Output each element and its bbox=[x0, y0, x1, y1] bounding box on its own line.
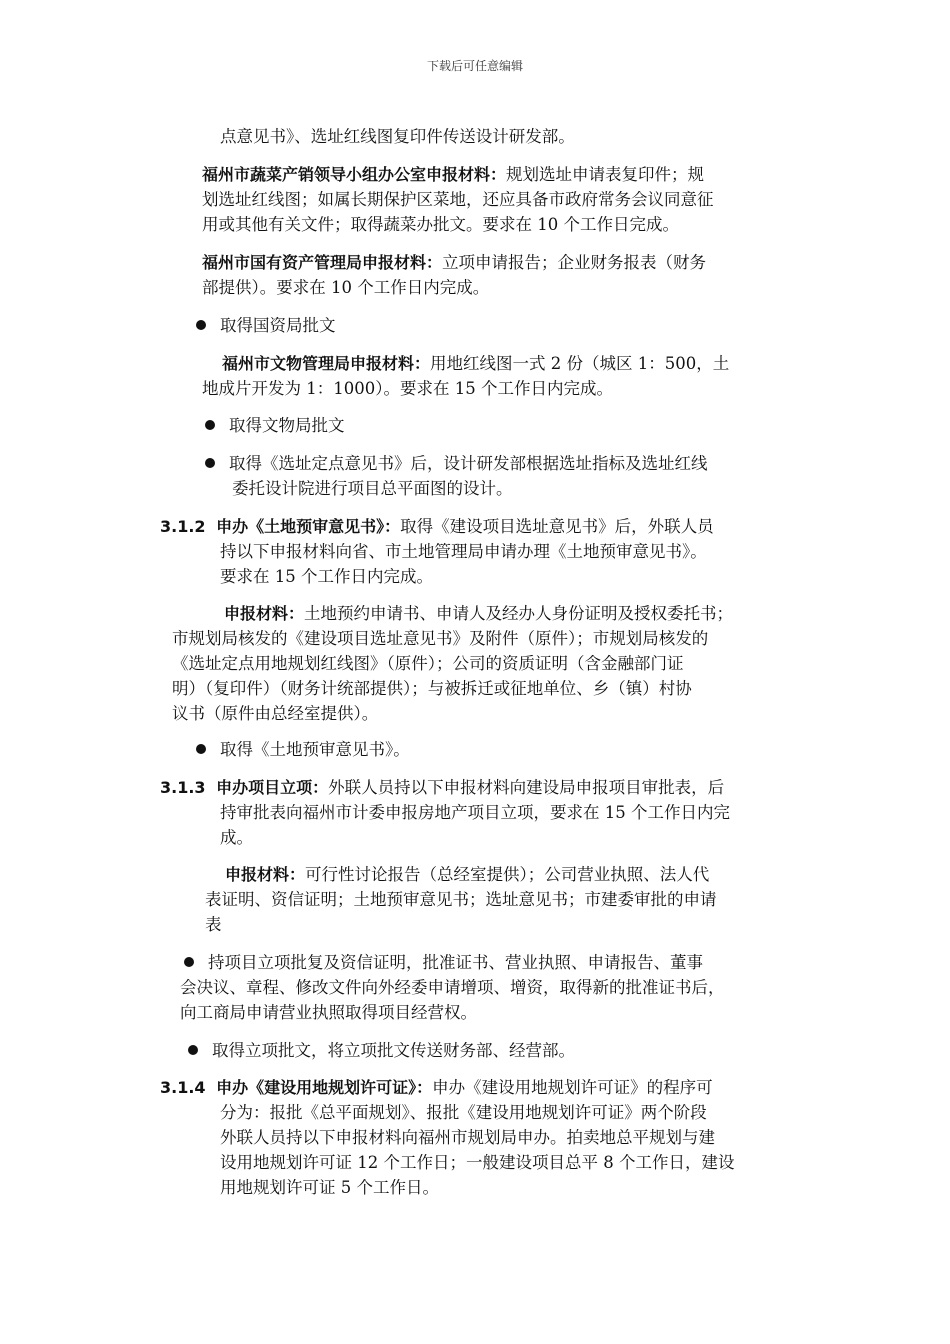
text-line: 《选址定点用地规划红线图》（原件）；公司的资质证明（含金融部门证 bbox=[172, 654, 684, 673]
bullet-item bbox=[196, 737, 410, 762]
section-number: 3.1.3 bbox=[160, 778, 206, 797]
paragraph-heading: 福州市国有资产管理局申报材料： bbox=[202, 253, 443, 272]
text-line: 持以下申报材料向省、市土地管理局申请办理《土地预审意见书》。 bbox=[220, 542, 707, 561]
paragraph-application-materials-2 bbox=[205, 862, 717, 937]
bullet-icon bbox=[205, 420, 215, 430]
text-line: 明）（复印件）（财务计统部提供）；与被拆迁或征地单位、乡（镇）村协 bbox=[172, 679, 692, 698]
text-line: 土地预约申请书、申请人及经办人身份证明及授权委托书； bbox=[304, 604, 734, 623]
section-heading: 申办项目立项： bbox=[216, 778, 329, 797]
section-3-1-4 bbox=[160, 1075, 734, 1200]
section-number: 3.1.2 bbox=[160, 517, 206, 536]
section-heading: 申办《建设用地规划许可证》： bbox=[216, 1078, 433, 1097]
bullet-icon bbox=[205, 458, 215, 468]
bullet-text: 取得文物局批文 bbox=[229, 416, 345, 435]
text-line: 用或其他有关文件；取得蔬菜办批文。要求在 10 个工作日完成。 bbox=[202, 215, 679, 234]
bullet-icon bbox=[188, 1045, 198, 1055]
paragraph-application-materials bbox=[172, 601, 733, 726]
text-line: 部提供）。要求在 10 个工作日内完成。 bbox=[202, 278, 490, 297]
bullet-item bbox=[205, 451, 708, 501]
text-line: 地成片开发为 1：1000）。要求在 15 个工作日内完成。 bbox=[202, 379, 613, 398]
text-line: 分为：报批《总平面规划》、报批《建设用地规划许可证》两个阶段 bbox=[220, 1103, 707, 1122]
section-heading: 申办《土地预审意见书》： bbox=[216, 517, 401, 536]
text-line: 申办《建设用地规划许可证》的程序可 bbox=[432, 1078, 713, 1097]
paragraph-continuation bbox=[220, 124, 575, 149]
bullet-text: 取得国资局批文 bbox=[220, 316, 336, 335]
text-line: 设用地规划许可证 12 个工作日；一般建设项目总平 8 个工作日，建设 bbox=[220, 1153, 735, 1172]
text-line: 划选址红线图；如属长期保护区菜地，还应具备市政府常务会议同意征 bbox=[202, 190, 714, 209]
text-line: 委托设计院进行项目总平面图的设计。 bbox=[232, 479, 513, 498]
section-3-1-3 bbox=[160, 775, 730, 850]
bullet-icon bbox=[184, 957, 194, 967]
text-line: 表证明、资信证明；土地预审意见书；选址意见书；市建委审批的申请 bbox=[205, 890, 717, 909]
text-line: 要求在 15 个工作日内完成。 bbox=[220, 567, 433, 586]
text-line: 可行性讨论报告（总经室提供）；公司营业执照、法人代 bbox=[305, 865, 710, 884]
bullet-item bbox=[205, 413, 345, 438]
section-number: 3.1.4 bbox=[160, 1078, 206, 1097]
text-line: 表 bbox=[205, 915, 222, 934]
text-line: 成。 bbox=[220, 828, 253, 847]
paragraph-heading: 福州市文物管理局申报材料： bbox=[222, 354, 431, 373]
paragraph-cultural-relics-bureau bbox=[202, 351, 730, 401]
bullet-text: 取得《土地预审意见书》。 bbox=[220, 740, 410, 759]
section-3-1-2 bbox=[160, 514, 714, 589]
text-line: 会决议、章程、修改文件向外经委申请增项、增资，取得新的批准证书后， bbox=[180, 978, 725, 997]
paragraph-heading: 申报材料： bbox=[225, 865, 306, 884]
page-header: 下载后可任意编辑 bbox=[426, 59, 523, 73]
bullet-item bbox=[188, 1038, 575, 1063]
text-line: 外联人员持以下申报材料向福州市规划局申办。拍卖地总平规划与建 bbox=[220, 1128, 715, 1147]
text-line: 规划选址申请表复印件；规 bbox=[506, 165, 705, 184]
paragraph-heading: 申报材料： bbox=[224, 604, 305, 623]
text-line: 外联人员持以下申报材料向建设局申报项目审批表，后 bbox=[328, 778, 725, 797]
text-line: 议书（原件由总经室提供）。 bbox=[172, 704, 379, 723]
bullet-text: 持项目立项批复及资信证明，批准证书、营业执照、申请报告、董事 bbox=[208, 953, 703, 972]
bullet-item bbox=[196, 313, 336, 338]
paragraph-state-assets-bureau bbox=[202, 250, 706, 300]
paragraph-vegetable-office bbox=[202, 162, 714, 237]
text-line: 市规划局核发的《建设项目选址意见书》及附件（原件）；市规划局核发的 bbox=[172, 629, 709, 648]
text-line: 用地红线图一式 2 份（城区 1：500，土 bbox=[430, 354, 730, 373]
paragraph-heading: 福州市蔬菜产销领导小组办公室申报材料： bbox=[202, 165, 507, 184]
bullet-icon bbox=[196, 320, 206, 330]
bullet-icon bbox=[196, 744, 206, 754]
bullet-item bbox=[180, 950, 725, 1025]
text-line: 取得《建设项目选址意见书》后，外联人员 bbox=[400, 517, 714, 536]
text-line: 用地规划许可证 5 个工作日。 bbox=[220, 1178, 439, 1197]
text-line: 持审批表向福州市计委申报房地产项目立项，要求在 15 个工作日内完 bbox=[220, 803, 730, 822]
text-line: 向工商局申请营业执照取得项目经营权。 bbox=[180, 1003, 477, 1022]
bullet-text: 取得立项批文，将立项批文传送财务部、经营部。 bbox=[212, 1041, 575, 1060]
text-line: 点意见书》、选址红线图复印件传送设计研发部。 bbox=[220, 127, 575, 146]
bullet-text: 取得《选址定点意见书》后，设计研发部根据选址指标及选址红线 bbox=[229, 454, 708, 473]
text-line: 立项申请报告；企业财务报表（财务 bbox=[442, 253, 707, 272]
